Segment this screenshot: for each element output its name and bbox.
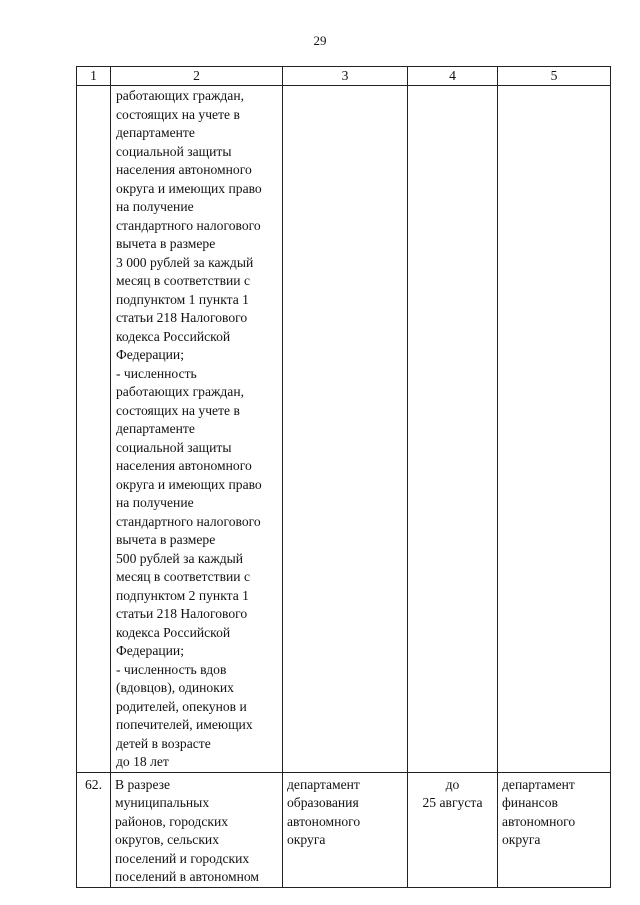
text-line: автономного	[287, 813, 361, 829]
text-line: месяц в соответствии с	[116, 569, 250, 584]
text-line: кодекса Российской	[116, 328, 231, 344]
text-line: статьи 218 Налогового	[116, 606, 248, 621]
row-62-responsible-cell	[283, 772, 408, 887]
text-line: округа и имеющих право	[116, 476, 262, 492]
text-line: департаменте	[116, 421, 195, 436]
text-line: на получение	[116, 199, 194, 214]
text-line: департамент	[502, 776, 575, 792]
text-line: родителей, опекунов и	[116, 698, 247, 714]
text-line: до 18 лет	[116, 754, 169, 769]
text-line: состоящих на учете в	[116, 106, 240, 122]
text-line: Федерации;	[116, 347, 184, 362]
text-line: работающих граждан,	[116, 384, 245, 399]
text-line: стандартного налогового	[116, 513, 261, 529]
text-line: месяц в соответствии с	[116, 273, 250, 288]
row-62-recipient-cell	[498, 772, 611, 887]
text-line: В разрезе	[115, 776, 171, 792]
text-line: Федерации;	[116, 643, 184, 658]
row-number: 62.	[77, 772, 111, 887]
header-cell-1: 1	[77, 67, 111, 86]
text-line: (вдовцов), одиноких	[116, 680, 234, 695]
text-line: районов, городских	[115, 813, 229, 829]
header-cell-5: 5	[498, 67, 611, 86]
text-line: автономного	[502, 813, 576, 829]
row-62-description-cell	[111, 772, 283, 887]
text-line: образования	[287, 795, 359, 810]
header-cell-2: 2	[111, 67, 283, 86]
text-line: финансов	[502, 795, 558, 810]
text-line: работающих граждан,	[116, 88, 245, 103]
text-line: округа и имеющих право	[116, 180, 262, 196]
continuation-col3-cell	[283, 86, 408, 773]
text-line: вычета в размере	[116, 532, 216, 547]
continuation-num-cell	[77, 86, 111, 773]
text-line: округа	[287, 832, 326, 847]
text-line: населения автономного	[116, 458, 252, 473]
text-line: статьи 218 Налогового	[116, 310, 248, 325]
header-cell-3: 3	[283, 67, 408, 86]
text-line: стандартного налогового	[116, 217, 261, 233]
text-line: до	[445, 776, 460, 792]
text-line: населения автономного	[116, 162, 252, 177]
text-line: - численность вдов	[116, 661, 227, 677]
text-line: на получение	[116, 495, 194, 510]
text-line: социальной защиты	[116, 439, 232, 455]
text-line: 25 августа	[422, 795, 483, 810]
continuation-text-cell	[111, 86, 283, 773]
table-row-62	[77, 772, 611, 887]
text-line: департаменте	[116, 125, 195, 140]
page-number: 29	[313, 33, 327, 48]
continuation-row	[77, 86, 611, 773]
text-line: муниципальных	[115, 795, 210, 810]
text-line: департамент	[287, 776, 360, 792]
text-line: подпунктом 2 пункта 1	[116, 587, 249, 603]
text-line: округов, сельских	[115, 832, 219, 847]
text-line: кодекса Российской	[116, 624, 231, 640]
text-line: поселений и городских	[115, 850, 250, 866]
continuation-col5-cell	[498, 86, 611, 773]
document-table	[76, 66, 611, 888]
text-line: социальной защиты	[116, 143, 232, 159]
text-line: подпунктом 1 пункта 1	[116, 291, 249, 307]
text-line: поселений в автономном	[115, 869, 260, 884]
text-line: - численность	[116, 365, 197, 381]
text-line: округа	[502, 832, 541, 847]
header-row	[77, 67, 611, 86]
text-line: 500 рублей за каждый	[116, 550, 244, 566]
text-line: попечителей, имеющих	[116, 717, 253, 732]
row-62-deadline-cell	[408, 772, 498, 887]
text-line: 3 000 рублей за каждый	[116, 254, 254, 270]
continuation-col4-cell	[408, 86, 498, 773]
text-line: состоящих на учете в	[116, 402, 240, 418]
text-line: детей в возрасте	[116, 735, 211, 751]
header-cell-4: 4	[408, 67, 498, 86]
text-line: вычета в размере	[116, 236, 216, 251]
